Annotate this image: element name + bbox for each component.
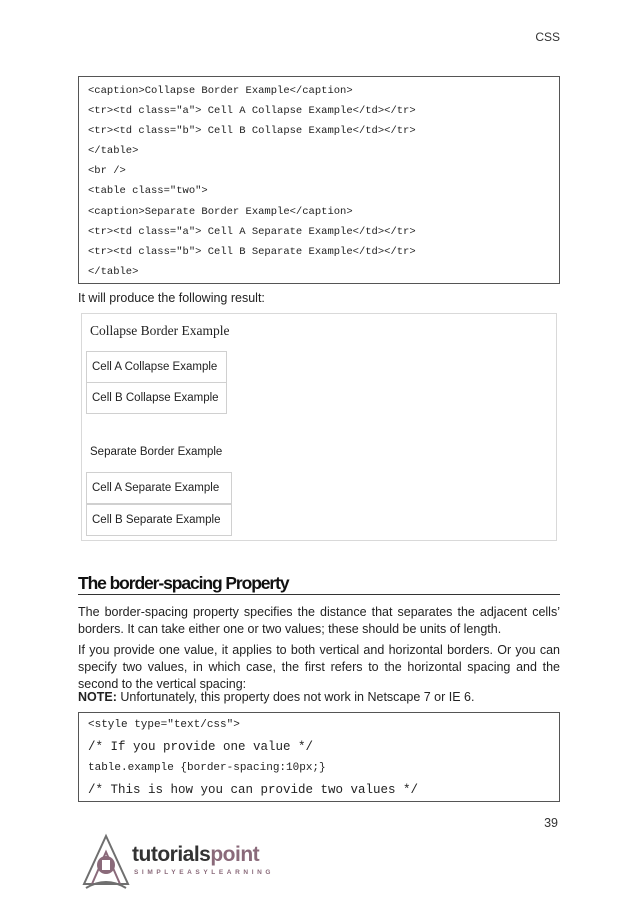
logo-wordmark: tutorialspoint [132, 843, 260, 866]
code-line: </table> [88, 145, 139, 158]
result-intro: It will produce the following result: [78, 291, 265, 305]
code-line: <caption>Collapse Border Example</caption> [88, 85, 353, 97]
collapse-caption: Collapse Border Example [90, 323, 230, 338]
code-line: <br /> [88, 165, 126, 178]
tutorialspoint-logo [80, 832, 280, 894]
code-block-2 [78, 712, 560, 802]
section-heading: The border-spacing Property [78, 573, 560, 595]
paragraph-intro: The border-spacing property specifies the distance that separates the adjacent cells’ borders. It can take either one or two values; these should be units of length. [78, 605, 560, 636]
code-line: <table class="two"> [88, 185, 208, 198]
code-line: <tr><td class="b"> Cell B Collapse Example</td></tr> [88, 125, 416, 138]
collapse-cell-b: Cell B Collapse Example [86, 382, 227, 414]
code-line: <caption>Separate Border Example</caption> [88, 205, 353, 218]
logo-tagline: SIMPLYEASYLEARNING [134, 869, 275, 876]
code-line: <tr><td class="a"> Cell A Collapse Example</td></tr> [88, 105, 416, 118]
note-label: NOTE: [78, 690, 117, 704]
result-preview [81, 313, 557, 541]
code-line: <tr><td class="b"> Cell B Separate Example</td></tr> [88, 245, 416, 258]
separate-cell-b: Cell B Separate Example [86, 504, 232, 536]
code-line: table.example {border-spacing:10px;} [88, 762, 326, 774]
note-text: Unfortunately, this property does not work in Netscape 7 or IE 6. [116, 690, 475, 704]
note-paragraph [78, 689, 560, 706]
page-number: 39 [544, 816, 558, 830]
code-line: </table> [88, 265, 139, 278]
code-block-1 [78, 76, 560, 284]
separate-cell-a: Cell A Separate Example [86, 472, 232, 504]
page-header-label: CSS [535, 30, 560, 44]
collapse-cell-a: Cell A Collapse Example [86, 351, 227, 383]
separate-caption: Separate Border Example [90, 446, 223, 458]
code-line: <tr><td class="a"> Cell A Separate Example</td></tr> [88, 225, 416, 238]
logo-emblem-icon [80, 832, 132, 894]
code-line: /* If you provide one value */ [88, 740, 314, 754]
paragraph-values: If you provide one value, it applies to both vertical and horizontal borders. Or you can specify two values, in which case, the first refers to the horizontal spacing and the second to the vertical spacing: [78, 643, 560, 691]
code-line: <style type="text/css"> [88, 719, 240, 731]
code-line: /* This is how you can provide two values */ [88, 783, 419, 797]
